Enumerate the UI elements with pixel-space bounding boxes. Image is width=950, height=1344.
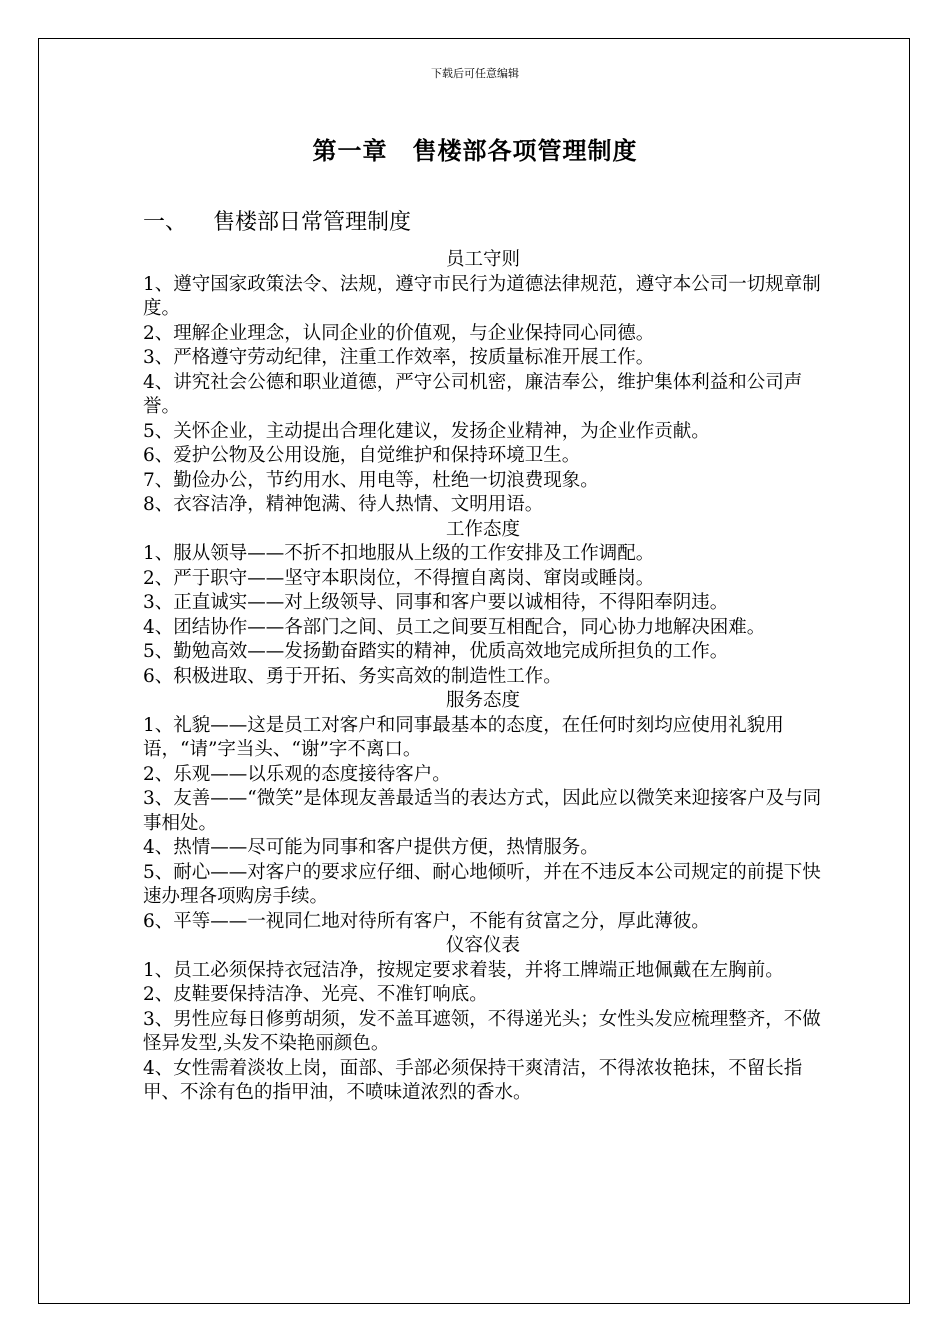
section-heading [143,208,411,238]
subsection-heading: 员工守则 [445,249,520,270]
subsection-heading: 工作态度 [445,518,520,540]
rule-item: 5、关怀企业，主动提出合理化建议，发扬企业精神，为企业作贡献。 [143,420,710,442]
subsection-employee-rules [143,248,823,518]
subsection-heading: 服务态度 [445,690,520,711]
rule-item: 2、乐观——以乐观的态度接待客户。 [143,763,451,785]
rule-item: 3、严格遵守劳动纪律，注重工作效率，按质量标准开展工作。 [143,347,655,368]
header-note: 下载后可任意编辑 [431,67,519,80]
rule-item: 4、讲究社会公德和职业道德，严守公司机密，廉洁奉公，维护集体利益和公司声誉。 [143,371,803,417]
rule-item: 1、员工必须保持衣冠洁净，按规定要求着装，并将工牌端正地佩戴在左胸前。 [143,959,784,981]
rule-item: 2、理解企业理念，认同企业的价值观，与企业保持同心同德。 [143,322,655,344]
subsection-appearance [143,934,823,1106]
rule-item: 8、衣容洁净，精神饱满、待人热情、文明用语。 [143,494,544,515]
rule-item: 1、礼貌——这是员工对客户和同事最基本的态度，在任何时刻均应使用礼貌用语，“请”字当头、“谢”字不离口。 [143,714,784,760]
rule-item: 4、热情——尽可能为同事和客户提供方便，热情服务。 [143,837,599,858]
rule-item: 2、皮鞋要保持洁净、光亮、不准钉响底。 [143,984,488,1005]
subsection-heading: 仪容仪表 [445,935,520,956]
rule-item: 6、爱护公物及公用设施，自觉维护和保持环境卫生。 [143,445,581,466]
rule-item: 7、勤俭办公，节约用水、用电等，杜绝一切浪费现象。 [143,469,599,491]
document-body [143,248,823,1106]
rule-item: 1、服从领导——不折不扣地服从上级的工作安排及工作调配。 [143,543,655,564]
rule-item: 5、耐心——对客户的要求应仔细、耐心地倾听，并在不违反本公司规定的前提下快速办理各项购房手续。 [143,861,821,907]
rule-item: 6、积极进取、勇于开拓、务实高效的制造性工作。 [143,665,562,687]
rule-item: 4、女性需着淡妆上岗，面部、手部必须保持干爽清洁，不得浓妆艳抹，不留长指甲、不涂有色的指甲油，不喷味道浓烈的香水。 [143,1057,803,1103]
rule-item: 6、平等——一视同仁地对待所有客户，不能有贫富之分，厚此薄彼。 [143,910,710,932]
section-number: 一、 [143,210,188,235]
rule-item: 4、团结协作——各部门之间、员工之间要互相配合，同心协力地解决困难。 [143,616,766,638]
subsection-service-attitude [143,689,823,934]
rule-item: 1、遵守国家政策法令、法规，遵守市民行为道德法律规范，遵守本公司一切规章制度。 [143,273,821,319]
subsection-work-attitude [143,518,823,690]
section-title: 售楼部日常管理制度 [213,210,412,235]
rule-item: 5、勤勉高效——发扬勤奋踏实的精神，优质高效地完成所担负的工作。 [143,641,729,662]
rule-item: 3、男性应每日修剪胡须，发不盖耳遮领，不得递光头；女性头发应梳理整齐，不做怪异发型,头发不染艳丽颜色。 [143,1008,821,1054]
rule-item: 2、严于职守——坚守本职岗位，不得擅自离岗、窜岗或睡岗。 [143,567,655,589]
rule-item: 3、友善——“微笑”是体现友善最适当的表达方式，因此应以微笑来迎接客户及与同事相处。 [143,788,822,834]
chapter-title: 第一章 售楼部各项管理制度 [312,136,638,165]
rule-item: 3、正直诚实——对上级领导、同事和客户要以诚相待，不得阳奉阴违。 [143,592,729,613]
